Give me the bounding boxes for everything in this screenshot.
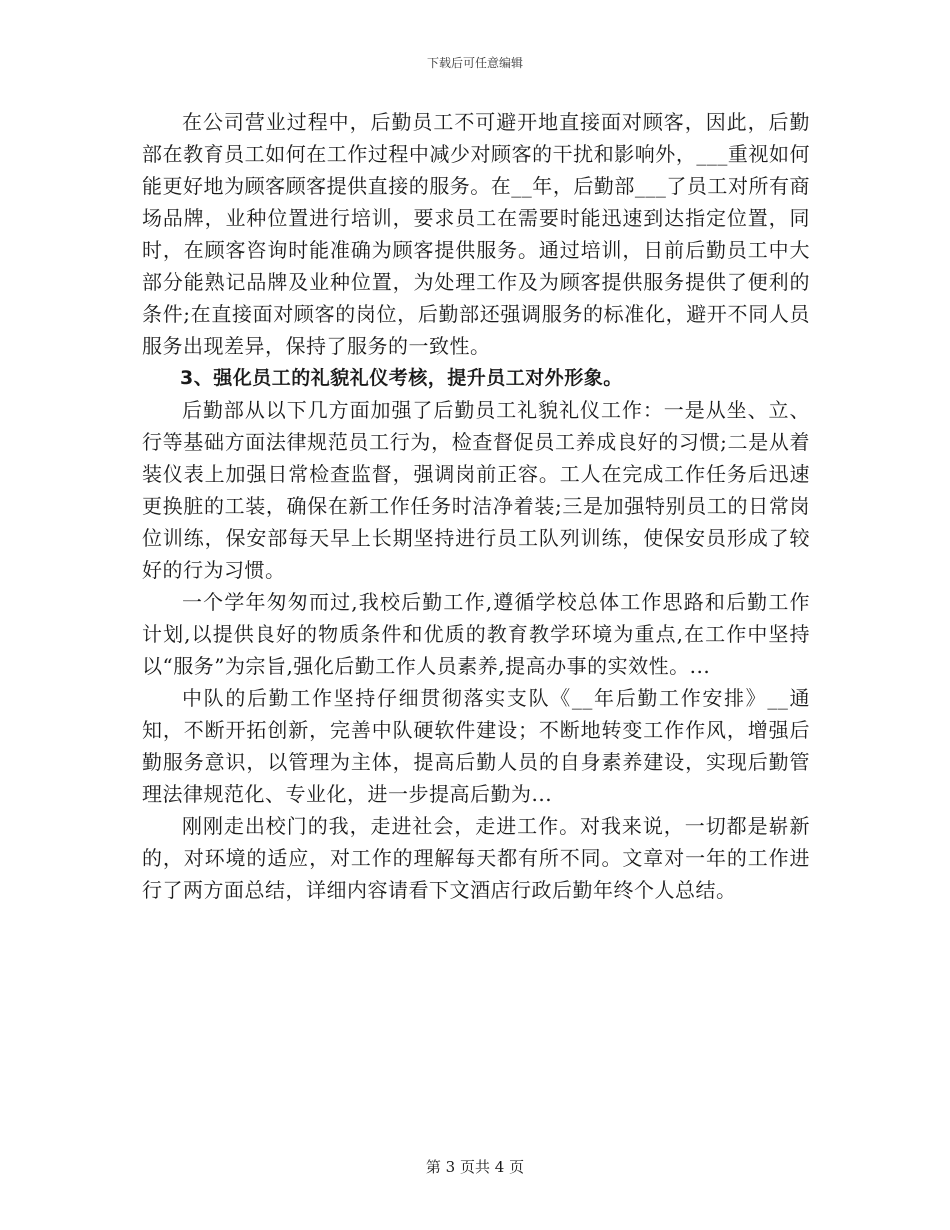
page-header: 下载后可任意编辑 (426, 56, 523, 70)
paragraph-new-employee: 刚刚走出校门的我，走进社会，走进工作。对我来说，一切都是崭新的，对环境的适应，对工作的理解每天都有所不同。文章对一年的工作进行了两方面总结，详细内容请看下文酒店行政后勤年终个人总结。 (142, 814, 810, 902)
paragraph-service: 在公司营业过程中，后勤员工不可避开地直接面对顾客，因此，后勤部在教育员工如何在工作过程中减少对顾客的干扰和影响外，___重视如何能更好地为顾客顾客提供直接的服务。在__年，后勤部___了员工对所有商场品牌，业种位置进行培训，要求员工在需要时能迅速到达指定位置，同时，在顾客咨询时能准确为顾客提供服务。通过培训，日前后勤员工中大部分能熟记品牌及业种位置，为处理工作及为顾客提供服务提供了便利的条件;在直接面对顾客的岗位，后勤部还强调服务的标准化，避开不同人员服务出现差异，保持了服务的一致性。 (142, 110, 810, 358)
section-heading-etiquette: 3、强化员工的礼貌礼仪考核，提升员工对外形象。 (180, 367, 623, 389)
page-number: 第 3 页共 4 页 (425, 1158, 525, 1176)
paragraph-squad-logistics: 中队的后勤工作坚持仔细贯彻落实支队《__年后勤工作安排》__通知，不断开拓创新，完善中队硬软件建设；不断地转变工作作风，增强后勤服务意识，以管理为主体，提高后勤人员的自身素养建设，实现后勤管理法律规范化、专业化，进一步提高后勤为... (142, 686, 810, 806)
paragraph-etiquette: 后勤部从以下几方面加强了后勤员工礼貌礼仪工作：一是从坐、立、行等基础方面法律规范员工行为，检查督促员工养成良好的习惯;二是从着装仪表上加强日常检查监督，强调岗前正容。工人在完成工作任务后迅速更换脏的工装，确保在新工作任务时洁净着装;三是加强特别员工的日常岗位训练，保安部每天早上长期坚持进行员工队列训练，使保安员形成了较好的行为习惯。 (142, 398, 810, 582)
document-body (142, 106, 810, 906)
paragraph-school-logistics: 一个学年匆匆而过,我校后勤工作,遵循学校总体工作思路和后勤工作计划,以提供良好的物质条件和优质的教育教学环境为重点,在工作中坚持以“服务”为宗旨,强化后勤工作人员素养,提高办事的实效性。... (142, 590, 810, 678)
